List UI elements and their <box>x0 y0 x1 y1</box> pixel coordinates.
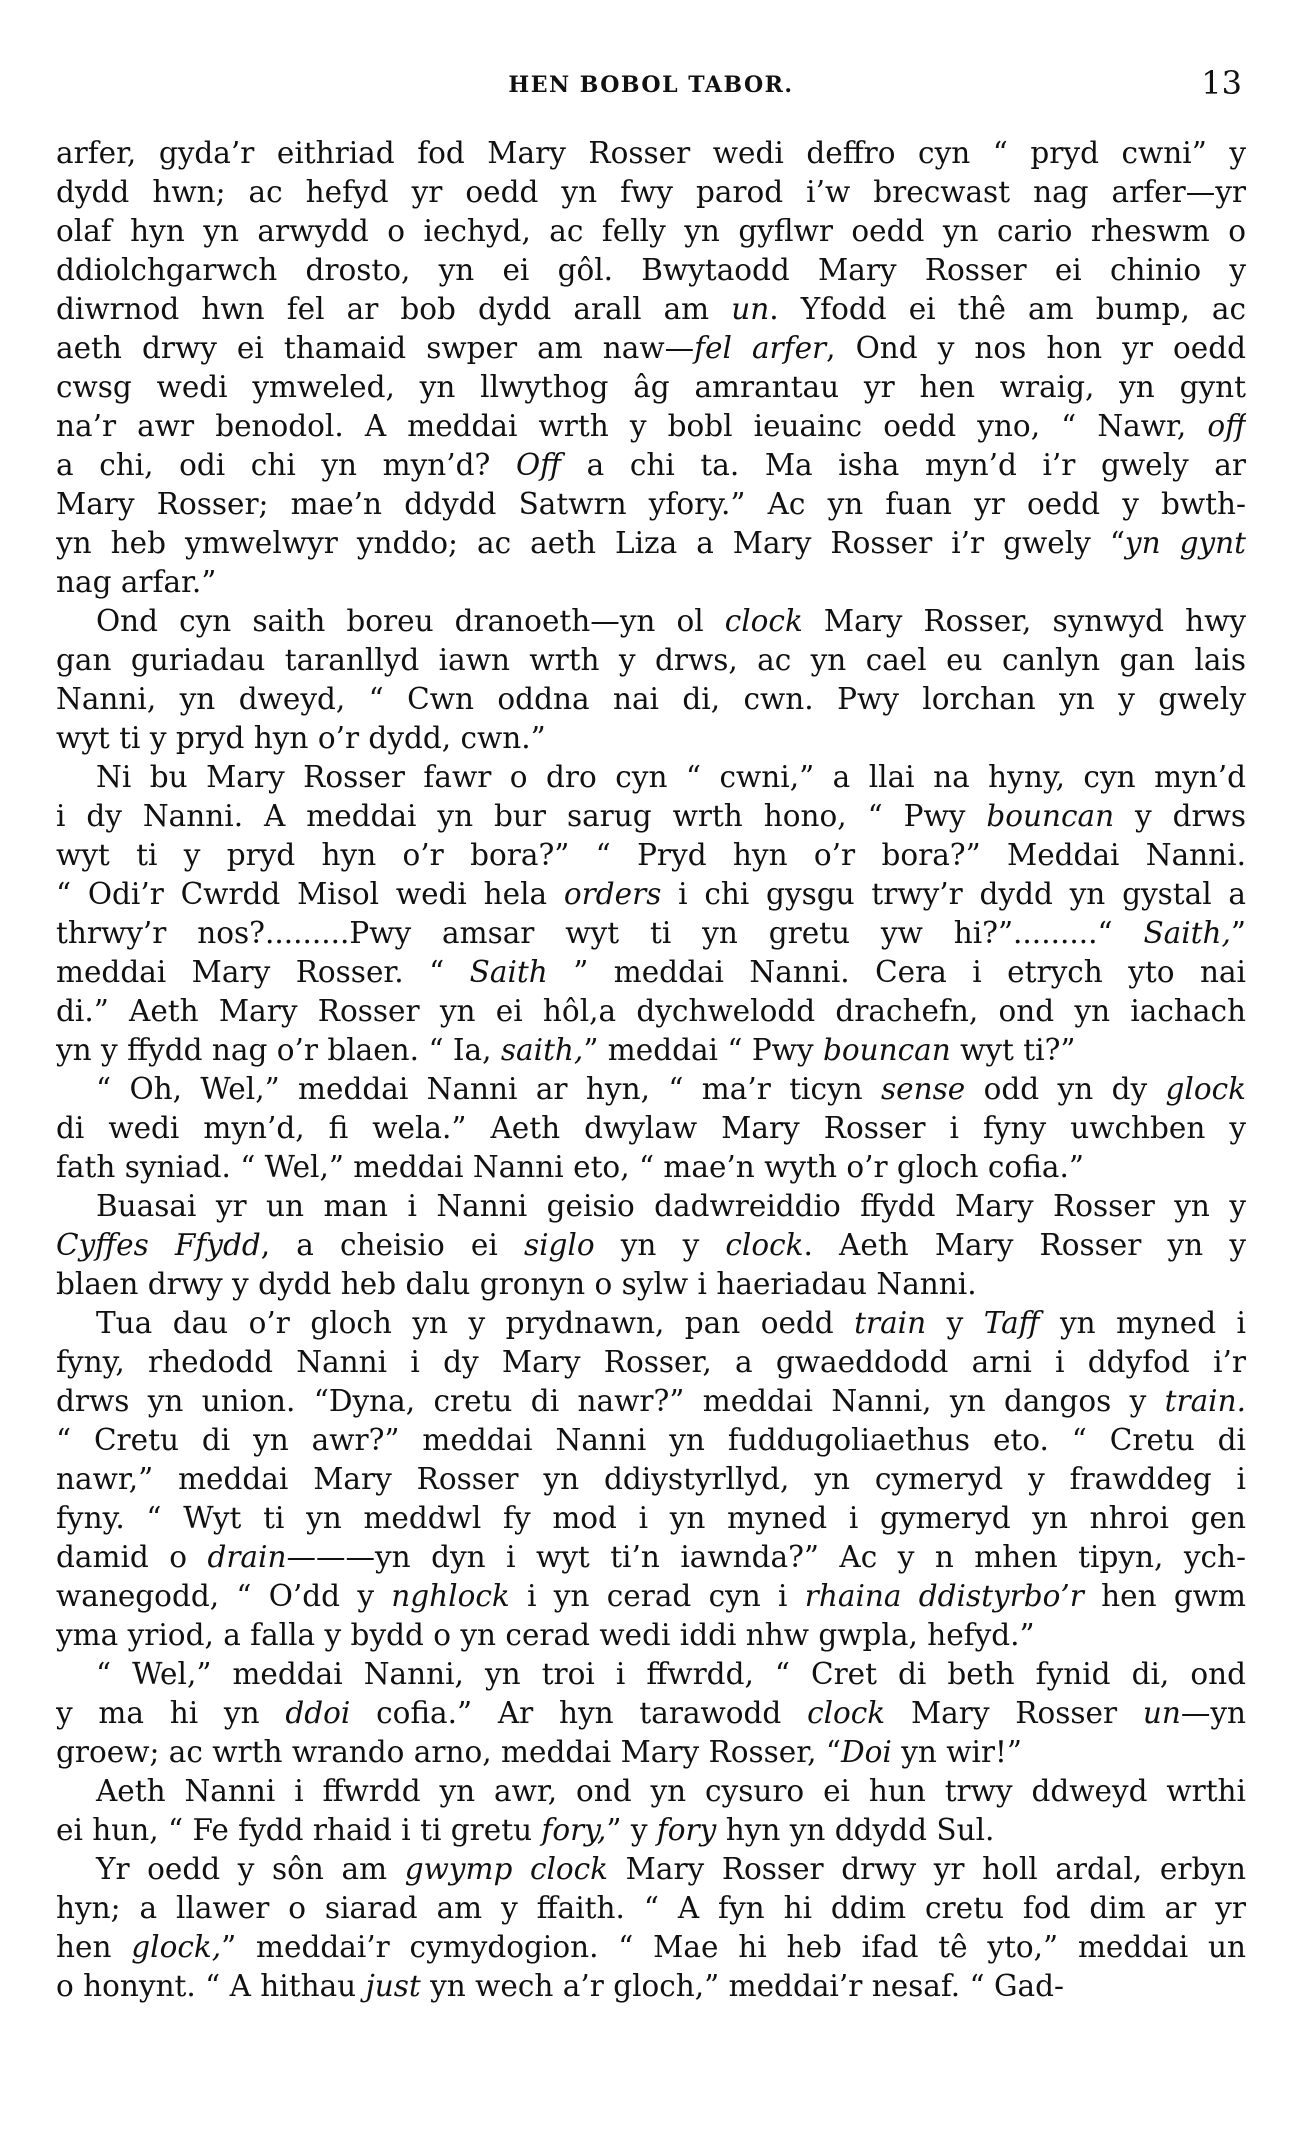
text-line <box>56 602 1246 641</box>
text-line <box>56 290 1246 329</box>
text-line <box>56 1850 1246 1889</box>
body-text <box>56 134 1246 2006</box>
text-line <box>56 1616 1246 1655</box>
text-segment: a chi ta. Ma isha myn’d i’r gwely ar <box>561 448 1246 482</box>
text-segment: fath syniad. “ Wel,” meddai Nanni eto, “ mae’n wyth o’r gloch cofia.” <box>56 1150 1084 1184</box>
text-segment: yn y <box>594 1228 726 1262</box>
text-segment: y drws <box>1114 799 1246 833</box>
text-segment: o honynt. “ A hithau <box>56 1969 366 2003</box>
text-line <box>56 1226 1246 1265</box>
text-segment: yn wech a’r gloch,” meddai’r nesaf. “ Gad- <box>420 1969 1064 2003</box>
text-segment: i yn cerad cyn i <box>509 1579 805 1613</box>
text-segment: yma yriod, a falla y bydd o yn cerad wedi iddi nhw gwpla, hefyd.” <box>56 1618 1035 1652</box>
text-line <box>56 1694 1246 1733</box>
italic-text: un <box>731 292 770 326</box>
text-line <box>56 251 1246 290</box>
text-line <box>56 1733 1246 1772</box>
italic-text: Off <box>515 448 562 482</box>
italic-text: glock <box>1165 1072 1246 1106</box>
text-line <box>56 1772 1246 1811</box>
italic-text: fel arfer <box>694 331 827 365</box>
text-segment: ” meddai’r cymydogion. “ Mae hi heb ifad tê yto,” meddai un <box>221 1930 1246 1964</box>
text-segment: damid o <box>56 1540 208 1574</box>
text-segment: dydd hwn; ac hefyd yr oedd yn fwy parod i’w brecwast nag arfer—yr <box>56 175 1246 209</box>
text-segment: nawr,” meddai Mary Rosser yn ddiystyrllyd, yn cymeryd y frawddeg i <box>56 1462 1246 1496</box>
text-line <box>56 446 1246 485</box>
text-segment: i dy Nanni. A meddai yn bur sarug wrth hono, “ Pwy <box>56 799 987 833</box>
text-line <box>56 641 1246 680</box>
text-line <box>56 1031 1246 1070</box>
text-segment: ei hun, “ Fe fydd rhaid i ti gretu <box>56 1813 542 1847</box>
text-line <box>56 953 1246 992</box>
text-line <box>56 485 1246 524</box>
page-number: 13 <box>1201 64 1242 102</box>
text-segment: ” meddai “ Pwy <box>583 1033 823 1067</box>
running-head <box>56 58 1246 118</box>
text-segment: Tua dau o’r gloch yn y prydnawn, pan oedd <box>96 1306 855 1340</box>
text-segment: blaen drwy y dydd heb dalu gronyn o sylw i haeriadau Nanni. <box>56 1267 977 1301</box>
text-segment: di wedi myn’d, fi wela.” Aeth dwylaw Mary Rosser i fyny uwchben y <box>56 1111 1246 1145</box>
text-line <box>56 1148 1246 1187</box>
text-segment: olaf hyn yn arwydd o iechyd, ac felly yn gyflwr oedd yn cario rheswm o <box>56 214 1246 248</box>
italic-text: glock, <box>131 1930 222 1964</box>
text-line <box>56 173 1246 212</box>
italic-text: drain <box>207 1540 287 1574</box>
italic-text: Saith <box>469 955 548 989</box>
text-line <box>56 563 1246 602</box>
text-segment: ” meddai Nanni. Cera i etrych yto nai <box>547 955 1246 989</box>
text-segment: fyny. “ Wyt ti yn meddwl fy mod i yn myned i gymeryd yn nhroi gen <box>56 1501 1246 1535</box>
text-segment: hen gwm <box>1083 1579 1246 1613</box>
text-line <box>56 368 1246 407</box>
text-line <box>56 524 1246 563</box>
text-line <box>56 1382 1246 1421</box>
italic-text: nghlock <box>391 1579 510 1613</box>
text-segment: drws yn union. “Dyna, cretu di nawr?” meddai Nanni, yn dangos y <box>56 1384 1165 1418</box>
text-segment: Buasai yr un man i Nanni geisio dadwreiddio ffydd Mary Rosser yn y <box>96 1189 1246 1223</box>
italic-text: Cyffes Ffydd <box>56 1228 261 1262</box>
italic-text: train. <box>1164 1384 1246 1418</box>
text-segment: y <box>926 1306 984 1340</box>
text-segment: i chi gysgu trwy’r dydd yn gystal a <box>661 877 1246 911</box>
italic-text: Doi <box>840 1735 892 1769</box>
text-line <box>56 1265 1246 1304</box>
text-line <box>56 1343 1246 1382</box>
text-line <box>56 1967 1246 2006</box>
text-segment: yn heb ymwelwyr ynddo; ac aeth Liza a Mary Rosser i’r gwely “ <box>56 526 1125 560</box>
text-line <box>56 719 1246 758</box>
italic-text: bouncan <box>822 1033 951 1067</box>
italic-text: gwymp clock <box>404 1852 609 1886</box>
italic-text: clock <box>724 604 803 638</box>
italic-text: sense <box>881 1072 966 1106</box>
text-segment: wanegodd, “ O’dd y <box>56 1579 392 1613</box>
italic-text: yn gynt <box>1124 526 1246 560</box>
text-line <box>56 1889 1246 1928</box>
paragraph <box>56 1187 1246 1304</box>
text-segment: Nanni, yn dweyd, “ Cwn oddna nai di, cwn. Pwy lorchan yn y gwely <box>56 682 1246 716</box>
italic-text: Taff <box>983 1306 1040 1340</box>
italic-text: saith, <box>500 1033 584 1067</box>
text-segment: hyn; a llawer o siarad am y ffaith. “ A fyn hi ddim cretu fod dim ar yr <box>56 1891 1246 1925</box>
text-segment: arfer, gyda’r eithriad fod Mary Rosser wedi deffro cyn “ pryd cwni” y <box>56 136 1246 170</box>
text-segment: aeth drwy ei thamaid swper am naw— <box>56 331 695 365</box>
italic-text: fory, <box>541 1813 607 1847</box>
text-segment: fyny, rhedodd Nanni i dy Mary Rosser, a gwaeddodd arni i ddyfod i’r <box>56 1345 1246 1379</box>
text-segment: cofia.” Ar hyn tarawodd <box>350 1696 808 1730</box>
running-title: HEN BOBOL TABOR. <box>508 72 794 98</box>
text-line <box>56 1538 1246 1577</box>
text-segment: Ond cyn saith boreu dranoeth—yn ol <box>96 604 725 638</box>
italic-text: orders <box>563 877 662 911</box>
text-segment: yn wir!” <box>891 1735 1022 1769</box>
text-line <box>56 1070 1246 1109</box>
italic-text: un <box>1142 1696 1181 1730</box>
text-line <box>56 992 1246 1031</box>
paragraph <box>56 1304 1246 1655</box>
text-line <box>56 1109 1246 1148</box>
text-segment: , a cheisio ei <box>260 1228 524 1262</box>
text-segment: odd yn dy <box>965 1072 1166 1106</box>
text-segment: “ Wel,” meddai Nanni, yn troi i ffwrdd, “ Cret di beth fynid di, ond <box>96 1657 1246 1691</box>
text-segment: ” <box>1230 916 1246 950</box>
italic-text: train <box>854 1306 927 1340</box>
paragraph <box>56 1070 1246 1187</box>
text-segment: yn y ffydd nag o’r blaen. “ Ia, <box>56 1033 501 1067</box>
italic-text: bouncan <box>986 799 1115 833</box>
text-segment: groew; ac wrth wrando arno, meddai Mary Rosser, “ <box>56 1735 841 1769</box>
book-page <box>56 58 1246 2108</box>
text-segment: diwrnod hwn fel ar bob dydd arall am <box>56 292 732 326</box>
text-segment: gan guriadau taranllyd iawn wrth y drws, ac yn cael eu canlyn gan lais <box>56 643 1246 677</box>
text-segment: ddiolchgarwch drosto, yn ei gôl. Bwytaodd Mary Rosser ei chinio y <box>56 253 1246 287</box>
text-segment: y ma hi yn <box>56 1696 286 1730</box>
text-segment: Mary Rosser <box>885 1696 1143 1730</box>
text-segment: hen <box>56 1930 132 1964</box>
text-line <box>56 1187 1246 1226</box>
text-segment: Mary Rosser drwy yr holl ardal, erbyn <box>608 1852 1246 1886</box>
text-segment: —yn <box>1180 1696 1246 1730</box>
text-segment: thrwy’r nos?.........Pwy amsar wyt ti yn gretu yw hi?”.........“ <box>56 916 1144 950</box>
italic-text: clock <box>807 1696 886 1730</box>
text-segment: na’r awr benodol. A meddai wrth y bobl ieuainc oedd yno, “ Nawr, <box>56 409 1208 443</box>
text-line <box>56 329 1246 368</box>
text-line <box>56 1811 1246 1850</box>
text-line <box>56 875 1246 914</box>
text-line <box>56 1499 1246 1538</box>
text-segment: “ Odi’r Cwrdd Misol wedi hela <box>56 877 564 911</box>
italic-text: ddoi <box>285 1696 351 1730</box>
text-line <box>56 797 1246 836</box>
italic-text: just <box>365 1969 421 2003</box>
text-segment: Ni bu Mary Rosser fawr o dro cyn “ cwni,” a llai na hyny, cyn myn’d <box>96 760 1246 794</box>
text-segment: cwsg wedi ymweled, yn llwythog âg amrantau yr hen wraig, yn gynt <box>56 370 1246 404</box>
text-segment: nag arfar.” <box>56 565 217 599</box>
italic-text: Saith, <box>1143 916 1231 950</box>
text-segment: meddai Mary Rosser. “ <box>56 955 470 989</box>
text-line <box>56 1577 1246 1616</box>
text-segment: hyn yn ddydd Sul. <box>716 1813 995 1847</box>
text-segment: “ Oh, Wel,” meddai Nanni ar hyn, “ ma’r ticyn <box>96 1072 882 1106</box>
text-line <box>56 836 1246 875</box>
text-segment: . Aeth Mary Rosser yn y <box>803 1228 1246 1262</box>
text-segment: di.” Aeth Mary Rosser yn ei hôl,a dychwelodd drachefn, ond yn iachach <box>56 994 1246 1028</box>
text-segment: Mary Rosser, synwyd hwy <box>802 604 1246 638</box>
text-segment: Yr oedd y sôn am <box>96 1852 405 1886</box>
paragraph <box>56 1655 1246 1772</box>
paragraph <box>56 602 1246 758</box>
text-segment: a chi, odi chi yn myn’d? <box>56 448 516 482</box>
text-segment: yn myned i <box>1039 1306 1246 1340</box>
text-segment: “ Cretu di yn awr?” meddai Nanni yn fuddugoliaethus eto. “ Cretu di <box>56 1423 1246 1457</box>
text-segment: . Yfodd ei thê am bump, ac <box>769 292 1246 326</box>
text-line <box>56 680 1246 719</box>
text-segment: wyt ti y pryd hyn o’r dydd, cwn.” <box>56 721 546 755</box>
text-segment: ” y <box>606 1813 657 1847</box>
paragraph <box>56 758 1246 1070</box>
text-line <box>56 407 1246 446</box>
text-line <box>56 914 1246 953</box>
text-segment: Mary Rosser; mae’n ddydd Satwrn yfory.” Ac yn fuan yr oedd y bwth- <box>56 487 1246 521</box>
text-line <box>56 134 1246 173</box>
text-line <box>56 758 1246 797</box>
italic-text: siglo <box>523 1228 595 1262</box>
text-line <box>56 1304 1246 1343</box>
paragraph <box>56 1772 1246 1850</box>
italic-text: rhaina ddistyrbo’r <box>804 1579 1084 1613</box>
italic-text: fory <box>656 1813 717 1847</box>
text-line <box>56 212 1246 251</box>
italic-text: off <box>1207 409 1246 443</box>
text-segment: ———yn dyn i wyt ti’n iawnda?” Ac y n mhen tipyn, ych- <box>286 1540 1246 1574</box>
text-segment: wyt ti?” <box>950 1033 1076 1067</box>
text-line <box>56 1928 1246 1967</box>
text-line <box>56 1421 1246 1460</box>
text-segment: wyt ti y pryd hyn o’r bora?” “ Pryd hyn o’r bora?” Meddai Nanni. <box>56 838 1246 872</box>
text-line <box>56 1655 1246 1694</box>
text-segment: , Ond y nos hon yr oedd <box>826 331 1246 365</box>
paragraph <box>56 134 1246 602</box>
text-segment: Aeth Nanni i ffwrdd yn awr, ond yn cysuro ei hun trwy ddweyd wrthi <box>96 1774 1246 1808</box>
text-line <box>56 1460 1246 1499</box>
paragraph <box>56 1850 1246 2006</box>
italic-text: clock <box>725 1228 804 1262</box>
